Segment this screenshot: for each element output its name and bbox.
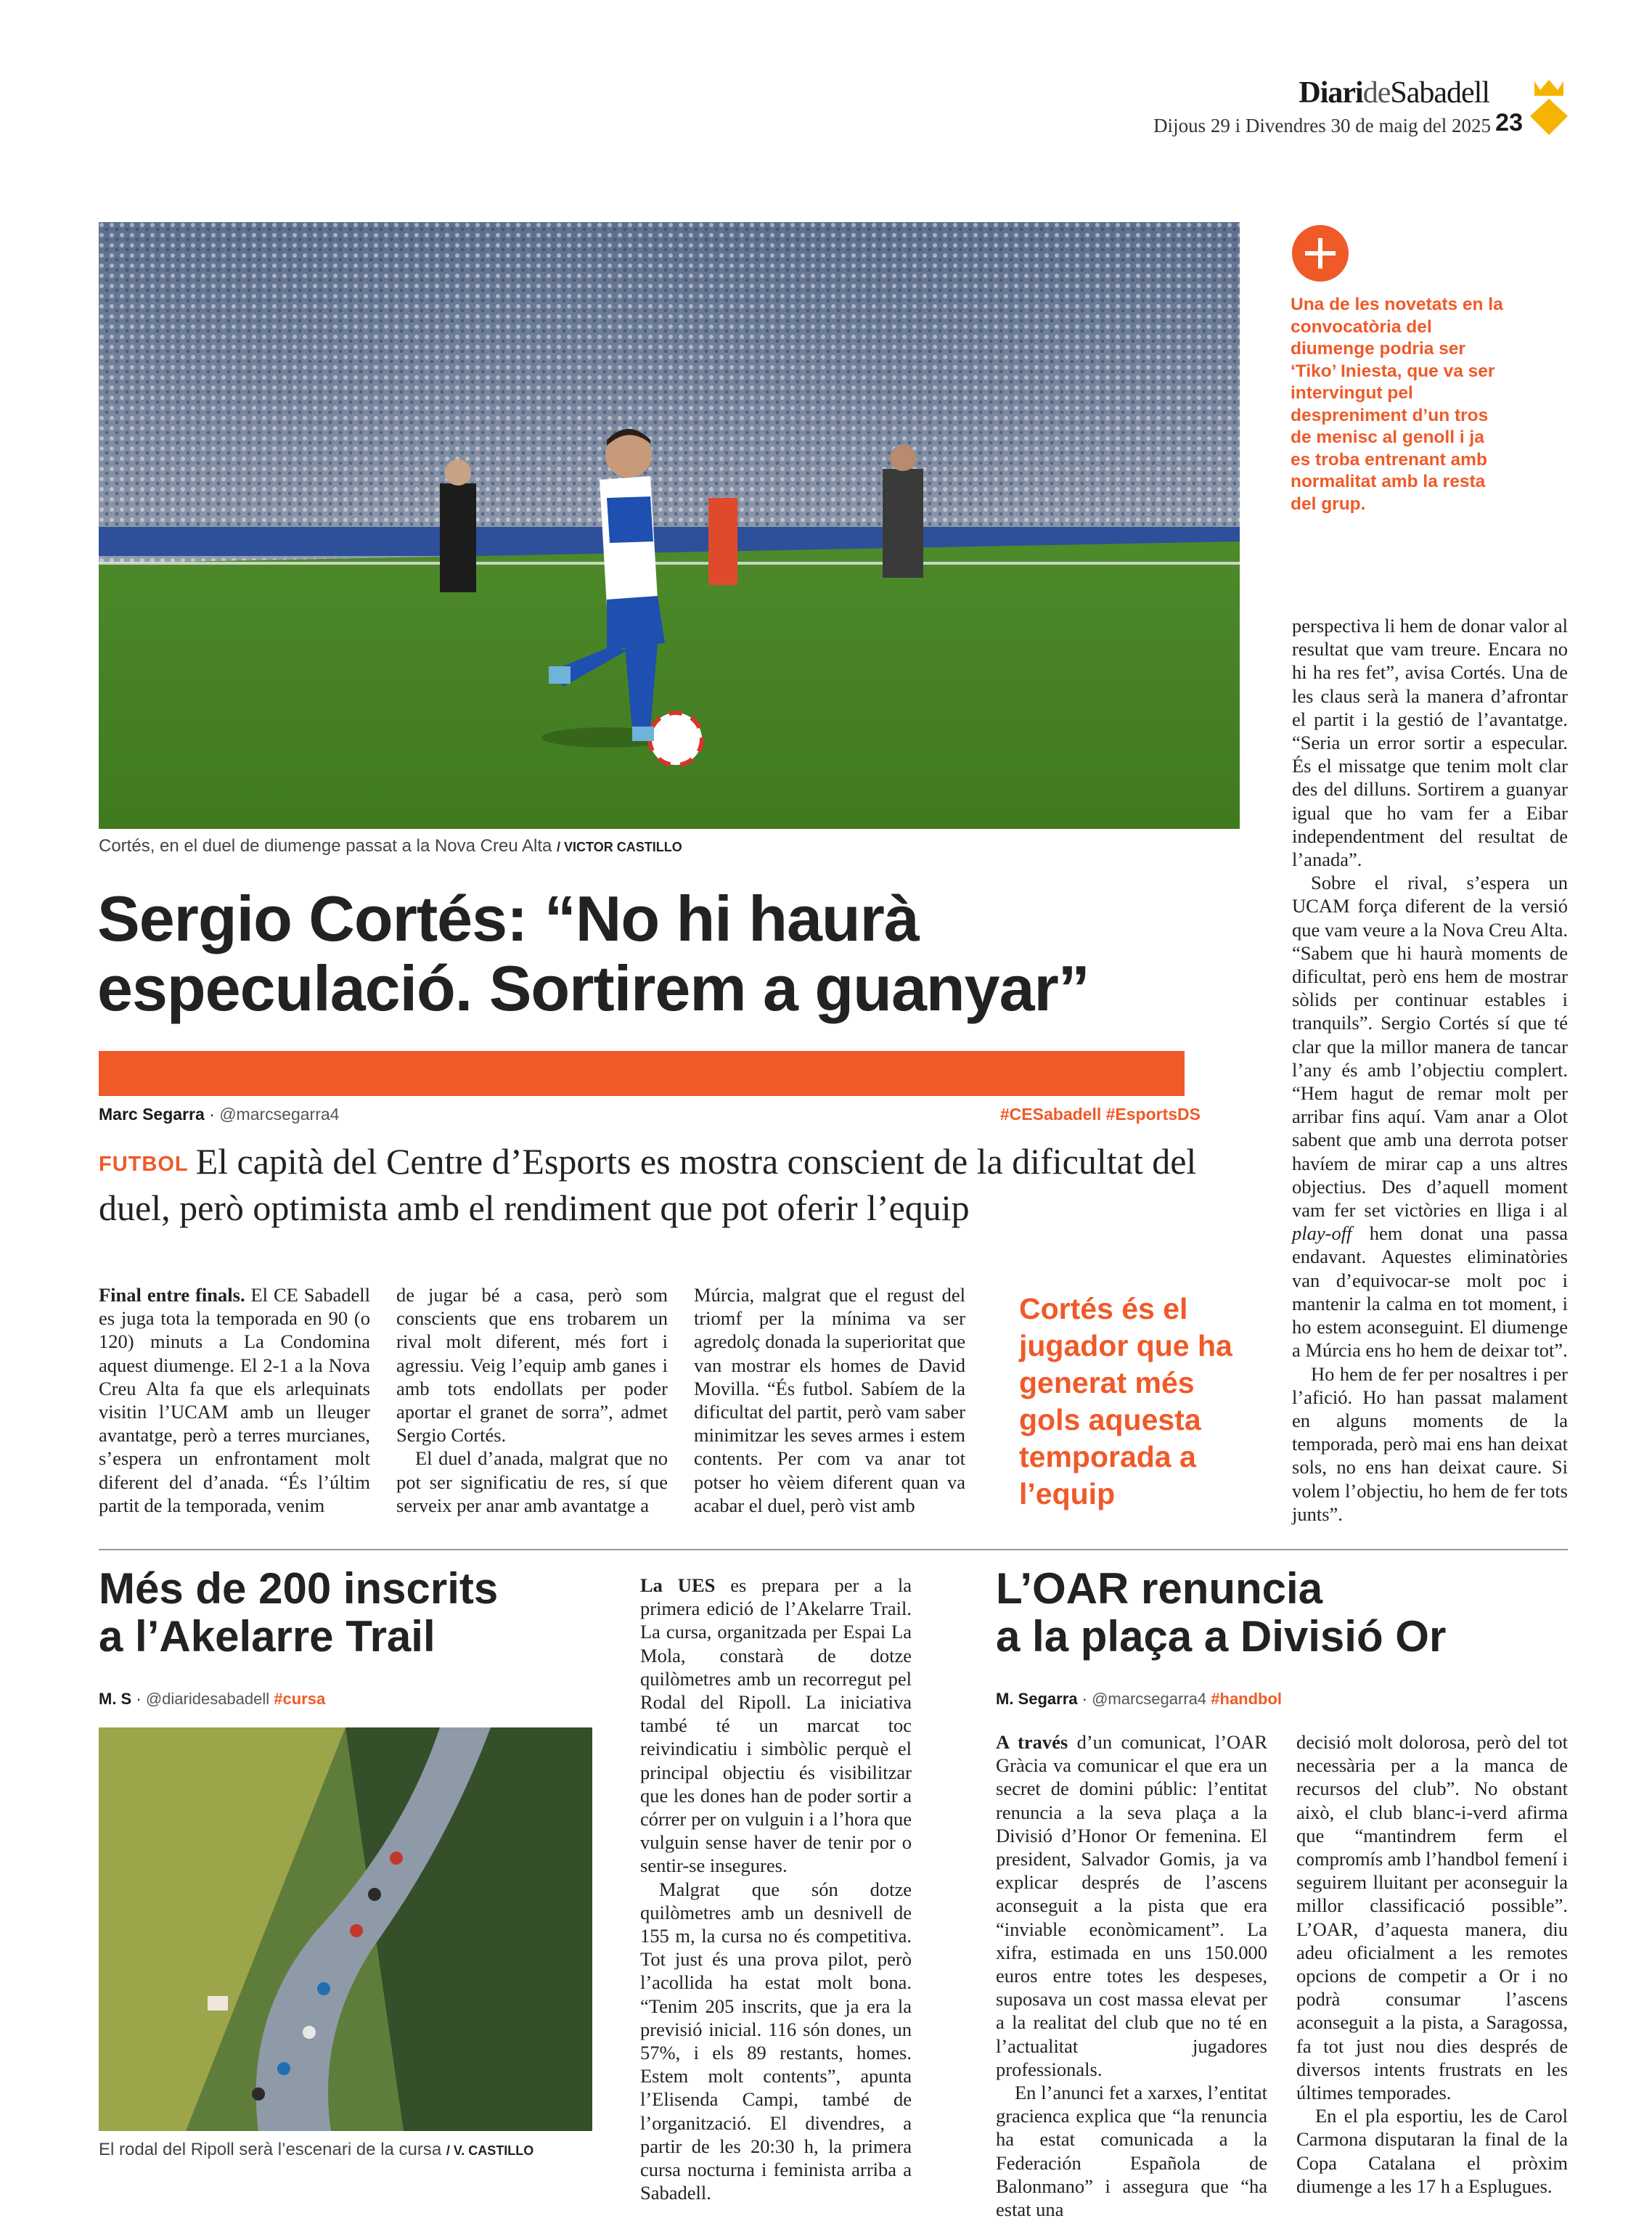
- trail-headline: Més de 200 inscrits a l’Akelarre Trail: [99, 1564, 499, 1661]
- main-body-col-1: Final entre finals. El CE Sabadell es juga tota la temporada en 90 (o 120) minuts a La Condomina aquest diumenge. El 2-1 a la Nova Creu Alta fa que els arlequinats visitin l’UCAM amb un lleuger avantatge, però a terres murcianes, s’espera un enfrontament molt diferent del d’anada. “És l’últim partit de la temporada, venim: [99, 1284, 370, 1516]
- trail-body: La UES es prepara per a la primera edició de l’Akelarre Trail. La cursa, organitzada per Espai La Mola, constarà de dotze quilòmetres amb un recorregut pel Rodal del Ripoll. La iniciativa també té un marcat toc reivindicatiu i simbòlic perquè el principal objectiu és visibilitzar que les dones han de poder sortir a córrer per on vulguin i a l’hora que vulguin sense haver de tenir por o sentir-se insegures. Malgrat que són dotze quilòmetres amb un desnivell de 155 m, la cursa no és competitiva. Tot just és una prova pilot, però l’acollida ha estat molt bona. “Tenim 205 inscrits, que ja era la previsió inicial. 116 són dones, un 57%, i els 89 restants, homes. Estem molt contents”, apunta l’Elisenda Campi, també de l’organització. El divendres, a partir de les 20:30 h, la primera cursa nocturna i feminista arriba a Sabadell.: [640, 1574, 912, 2204]
- pull-quote: Cortés és el jugador que ha generat més gols aquesta temporada a l’equip: [1019, 1292, 1232, 1510]
- main-body-right-col: perspectiva li hem de donar valor al resultat que vam treure. Encara no hi ha res fet”, avisa Cortés. Una de les claus serà la manera d’afrontar el partit i la gestió de l’avantatge. “Seria un error sortir a especular. És el missatge que tenim molt clar des del dilluns. Sortirem a guanyar igual que ho vam fer a Eibar independentment del resultat de l’anada”. Sobre el rival, s’espera un UCAM força diferent de la versió que vam veure a la Nova Creu Alta. “Sabem que hi haurà moments de dificultat, però ens hem de mostrar sòlids per continuar estables i tranquils”. Sergio Cortés sí que té clar que la millor manera de tancar l’any és amb l’objectiu complert. “Hem hagut de remar molt per arribar fins aquí. Vam anar a Olot sabent que amb una derrota potser havíem de mirar cap a uns altres objectius. Des d’aquell moment vam fer set victòries en lliga i al play-off hem donat una passa endavant. Aquestes eliminatòries van d’equivocar-se molt poc i mantenir la calma en tot moment, i ho estem aconseguint. El diumenge a Múrcia ens ho hem de deixar tot”. Ho hem de fer per nosaltres i per l’afició. Ho han passat malament en alguns moments de la temporada, però mai ens han deixat sols, no ens han deixat caure. Si volem l’objectiu, ho hem de fer tots junts”.: [1292, 615, 1569, 1525]
- trail-photo-caption: El rodal del Ripoll serà l’escenari de la cursa / V. CASTILLO: [99, 2140, 534, 2159]
- trail-byline: M. S · @diaridesabadell #cursa: [99, 1690, 326, 1708]
- main-byline: Marc Segarra · @marcsegarra4: [99, 1105, 340, 1124]
- sidebar-note: Una de les novetats en la convocatòria del diumenge podria ser ‘Tiko’ Iniesta, que va ser intervingut pel despreniment d’un tros de menisc al genoll i ja es troba entrenant amb normalitat amb la resta del grup.: [1291, 295, 1503, 514]
- section-divider: [99, 1549, 1568, 1550]
- main-dek: FUTBOL El capità del Centre d’Esports es mostra conscient de la dificultat del duel, però optimista amb el rendiment que pot oferir l’equip: [99, 1141, 1197, 1228]
- main-hashtags[interactable]: #CESabadell #EsportsDS: [999, 1105, 1201, 1124]
- masthead-brand: DiarideSabadell: [1299, 76, 1489, 110]
- main-body-col-3: Múrcia, malgrat que el regust del triomf per la mínima va ser agredolç donada la superioritat que van mostrar els homes de David Movilla. “És futbol. Sabíem de la dificultat del partit, però vam saber minimitzar les seves armes i estem contents. Per com va anar tot potser ho vèiem diferent quan va acabar el duel, però vist amb: [694, 1284, 965, 1516]
- stadium-action-photo: [99, 222, 1240, 829]
- oar-body-col-2: decisió molt dolorosa, però del tot necessària per a la manca de recursos del club”. No obstant això, el club blanc-i-verd afirma que “mantindrem ferm el compromís amb l’handbol femení i seguirem lluitant per aconseguir la millor classificació possible”. L’OAR, d’aquesta manera, diu adeu oficialment a les remotes opcions de competir a Or i no podrà consumar l’ascens aconseguit a la pista, a Saragossa, fa tot just nou dies després de diversos intents frustrats en les últimes temporades. En el pla esportiu, les de Carol Carmona disputaran la final de la Copa Catalana el pròxim diumenge a les 17 h a Esplugues.: [1296, 1731, 1568, 2197]
- lead-in: Final entre finals.: [99, 1284, 245, 1306]
- issue-date: Dijous 29 i Divendres 30 de maig del 2025: [1153, 115, 1491, 136]
- accent-bar: [99, 1051, 1185, 1096]
- author-name: Marc Segarra: [99, 1105, 205, 1124]
- plus-icon: [1292, 225, 1349, 282]
- main-headline: [97, 884, 1230, 1023]
- main-photo-caption: Cortés, en el duel de diumenge passat a la Nova Creu Alta / VICTOR CASTILLO: [99, 836, 682, 856]
- author-handle[interactable]: @marcsegarra4: [219, 1105, 340, 1124]
- section-kicker: FUTBOL: [99, 1153, 189, 1176]
- main-body-col-2: de jugar bé a casa, però som conscients que ens trobarem un rival molt diferent, més fort i agressiu. Veig l’equip amb ganes i amb tots endollats per poder aportar el granet de sorra”, admet Sergio Cortés. El duel d’anada, malgrat que no pot ser significatiu de res, sí que serveix per anar amb avantatge a: [396, 1284, 668, 1516]
- oar-byline: M. Segarra · @marcsegarra4 #handbol: [996, 1690, 1283, 1708]
- oar-body-col-1: A través d’un comunicat, l’OAR Gràcia va comunicar el que era un secret de domini públic: l’entitat renuncia a la seva plaça a la Divisió d’Honor Or femenina. El president, Salvador Gomis, ja va explicar després de l’ascens aconseguit a la pista que era “inviable econòmicament”. La xifra, estimada en uns 150.000 euros entre totes les despeses, suposava un cost massa elevat per a la realitat del club que no té en l’actualitat jugadores professionals. En l’anunci fet a xarxes, l’entitat gracienca explica que “la renuncia ha estat comunicada a la Federación Española de Balonmano” i assegura que “ha estat una: [996, 1731, 1267, 2221]
- trail-runners-photo: [99, 1727, 592, 2131]
- sabadell-crest-icon: [1527, 78, 1571, 136]
- page-number: 23: [1495, 109, 1523, 136]
- oar-headline: L’OAR renuncia a la plaça a Divisió Or: [996, 1564, 1447, 1661]
- headline-line-1: Sergio Cortés: “No hi haurà: [97, 883, 919, 954]
- headline-line-2: especulació. Sortirem a guanyar”: [97, 952, 1089, 1024]
